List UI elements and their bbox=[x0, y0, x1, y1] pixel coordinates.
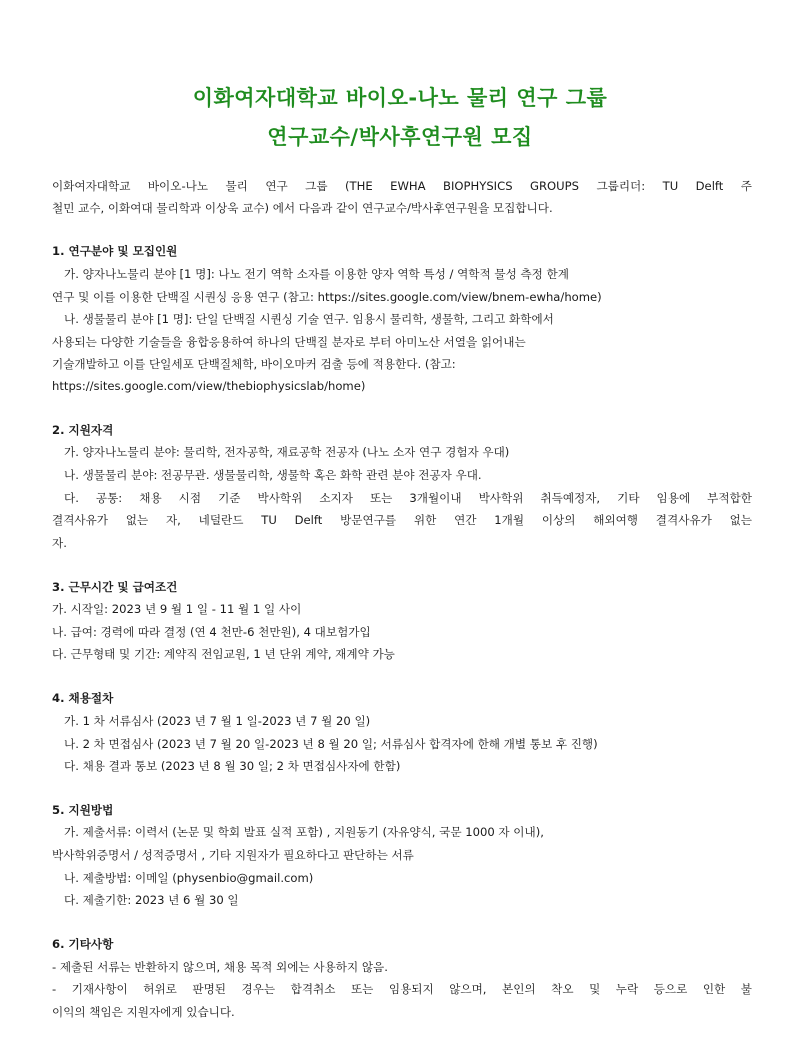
section-line: 가. 양자나노물리 분야: 물리학, 전자공학, 재료공학 전공자 (나노 소자 연구 경험자 우대) bbox=[64, 445, 510, 459]
section-line: - 제출된 서류는 반환하지 않으며, 채용 목적 외에는 사용하지 않음. bbox=[52, 960, 388, 974]
section-line: 사용되는 다양한 기술들을 융합응용하여 하나의 단백질 분자로 부터 아미노산 서열을 읽어내는 bbox=[52, 335, 526, 349]
section-line: 박사학위증명서 / 성적증명서 , 기타 지원자가 필요하다고 판단하는 서류 bbox=[52, 848, 414, 862]
section-heading: 5. 지원방법 bbox=[52, 803, 114, 817]
reference-link[interactable]: https://sites.google.com/view/thebiophysicslab/home) bbox=[52, 379, 366, 393]
section-line: 다. 제출기한: 2023 년 6 월 30 일 bbox=[64, 893, 239, 907]
section-heading: 2. 지원자격 bbox=[52, 423, 114, 437]
section-heading: 6. 기타사항 bbox=[52, 937, 114, 951]
section-line: 연구 및 이를 이용한 단백질 시퀀싱 응용 연구 (참고: https://sites.google.com/view/bnem-ewha/home) bbox=[52, 290, 602, 304]
section-line: 결격사유가 없는 자, 네덜란드 TU Delft 방문연구를 위한 연간 1개월 이상의 해외여행 결격사유가 없는 bbox=[52, 513, 752, 527]
document-title: 이화여자대학교 바이오-나노 물리 연구 그룹 bbox=[192, 86, 608, 110]
email-line[interactable]: 나. 제출방법: 이메일 (physenbio@gmail.com) bbox=[64, 871, 314, 885]
section-line: 나. 생물물리 분야 [1 명]: 단일 단백질 시퀀싱 기술 연구. 임용시 물리학, 생물학, 그리고 화학에서 bbox=[64, 312, 554, 326]
section-line: 가. 1 차 서류심사 (2023 년 7 월 1 일-2023 년 7 월 20 일) bbox=[64, 714, 371, 728]
section-line: 나. 급여: 경력에 따라 결정 (연 4 천만-6 천만원), 4 대보험가입 bbox=[52, 625, 371, 639]
section-line: 가. 양자나노물리 분야 [1 명]: 나노 전기 역학 소자를 이용한 양자 역학 특성 / 역학적 물성 측정 한계 bbox=[64, 267, 569, 281]
section-line: 이익의 책임은 지원자에게 있습니다. bbox=[52, 1005, 235, 1019]
section-heading: 4. 채용절차 bbox=[52, 691, 114, 705]
section-line: 다. 근무형태 및 기간: 계약직 전임교원, 1 년 단위 계약, 재계약 가능 bbox=[52, 647, 395, 661]
document-subtitle: 연구교수/박사후연구원 모집 bbox=[267, 125, 533, 149]
section-heading: 1. 연구분야 및 모집인원 bbox=[52, 244, 178, 258]
section-line: 다. 공통: 채용 시점 기준 박사학위 소지자 또는 3개월이내 박사학위 취득예정자, 기타 임용에 부적합한 bbox=[64, 491, 752, 505]
section-line: - 기재사항이 허위로 판명된 경우는 합격취소 또는 임용되지 않으며, 본인의 착오 및 누락 등으로 인한 불 bbox=[52, 982, 752, 996]
section-line: 가. 제출서류: 이력서 (논문 및 학회 발표 실적 포함) , 지원동기 (자유양식, 국문 1000 자 이내), bbox=[64, 825, 544, 839]
section-line: 가. 시작일: 2023 년 9 월 1 일 - 11 월 1 일 사이 bbox=[52, 602, 302, 616]
intro-line: 철민 교수, 이화여대 물리학과 이상욱 교수) 에서 다음과 같이 연구교수/박사후연구원을 모집합니다. bbox=[52, 201, 553, 215]
intro-line: 이화여자대학교 바이오-나노 물리 연구 그룹 (THE EWHA BIOPHYSICS GROUPS 그룹리더: TU Delft 주 bbox=[52, 179, 752, 193]
section-line: 자. bbox=[52, 536, 67, 550]
section-line: 기술개발하고 이를 단일세포 단백질체학, 바이오마커 검출 등에 적용한다. (참고: bbox=[52, 357, 456, 371]
section-heading: 3. 근무시간 및 급여조건 bbox=[52, 580, 178, 594]
section-line: 다. 채용 결과 통보 (2023 년 8 월 30 일; 2 차 면접심사자에 한함) bbox=[64, 759, 401, 773]
section-line: 나. 생물물리 분야: 전공무관. 생물물리학, 생물학 혹은 화학 관련 분야 전공자 우대. bbox=[64, 468, 482, 482]
section-line: 나. 2 차 면접심사 (2023 년 7 월 20 일-2023 년 8 월 20 일; 서류심사 합격자에 한해 개별 통보 후 진행) bbox=[64, 737, 598, 751]
